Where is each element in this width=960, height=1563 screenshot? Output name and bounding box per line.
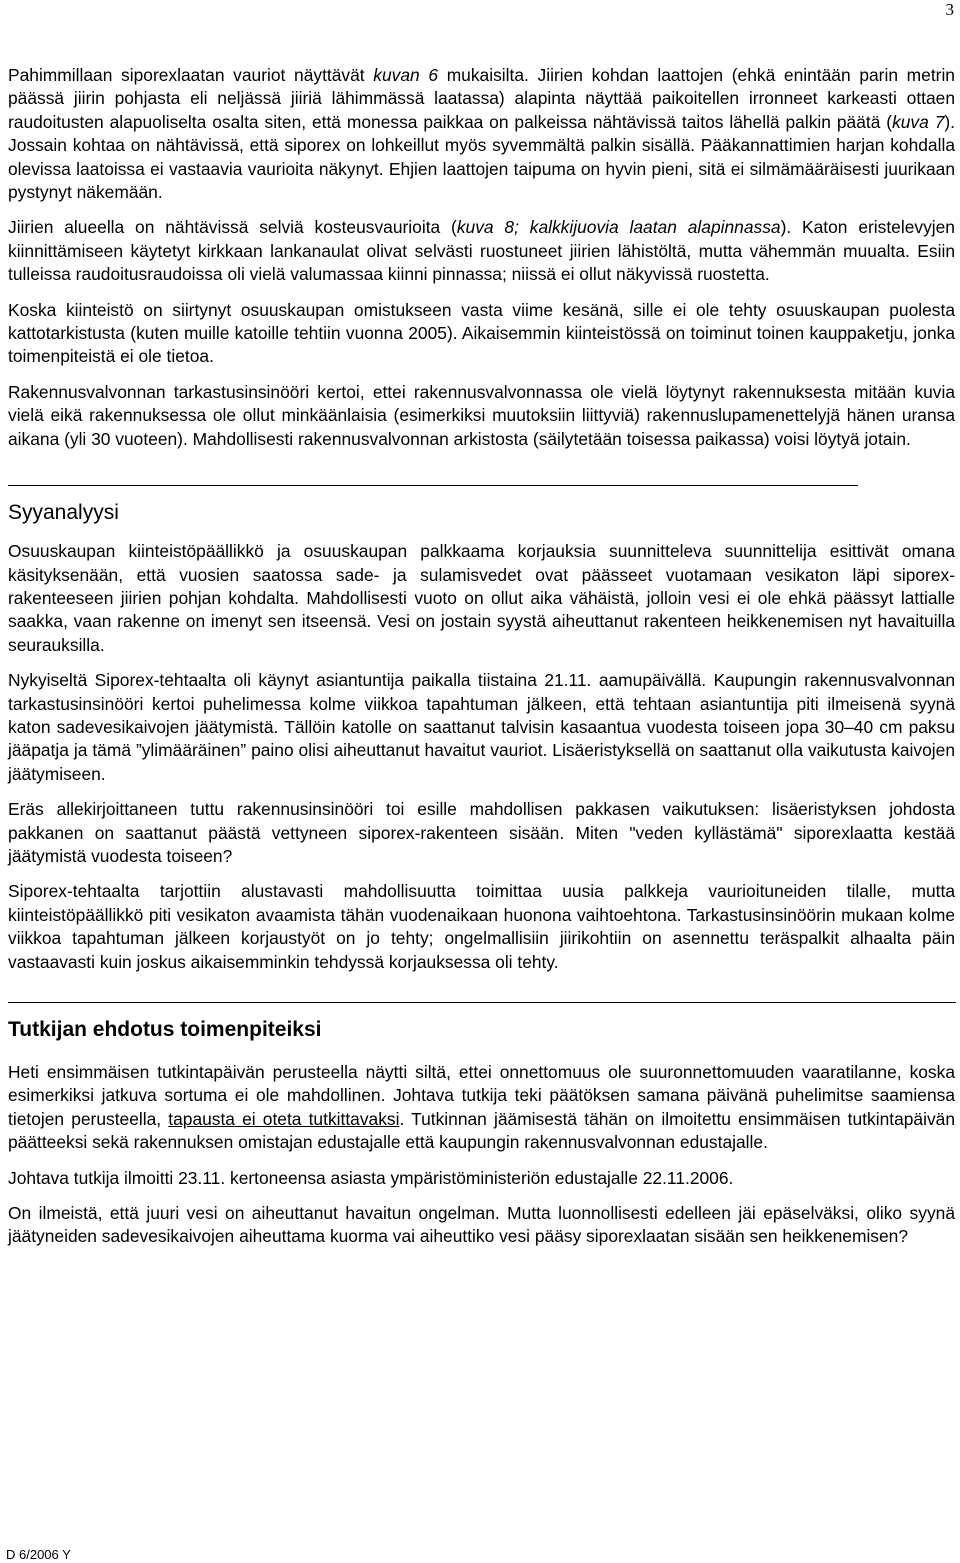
paragraph-cause-2: Nykyiseltä Siporex-tehtaalta oli käynyt asiantuntija paikalla tiistaina 21.11. aamupäivällä. Kaupungin rakennusvalvonnan tarkastusinsinööri kertoi puhelimessa kolme viikkoa tapahtuman jälkeen, että tehtaan asiantuntija piti ilmeisenä syynä katon sadevesikaivojen jäätymistä. Tällöin katolle on saattanut talvisin kasaantua vuodesta toiseen jopa 30–40 cm paksu jääpatja ja tämä ”ylimääräinen” paino olisi aiheuttanut havaitut vauriot. Lisäeristyksellä on saattanut olla vaikutusta kaivojen jäätymiseen.: [8, 670, 955, 784]
paragraph-proposal-3: On ilmeistä, että juuri vesi on aiheuttanut havaitun ongelman. Mutta luonnollisesti edelleen jäi epäselväksi, oliko syynä jäätyneiden sadevesikaivojen aiheuttama kuorma vai aiheuttiko vesi pääsy siporexlaatan sisään sen heikkenemisen?: [8, 1203, 955, 1247]
paragraph-building-control: Rakennusvalvonnan tarkastusinsinööri kertoi, ettei rakennusvalvonnassa ole vielä löytynyt rakennuksesta mitään kuvia vielä eikä rakennuksessa ole ollut minkäänlaisia (esimerkiksi muutoksiin liittyviä) rakennuslupamenettelyjä hänen uransa aikana (yli 30 vuoteen). Mahdollisesti rakennusvalvonnan arkistosta (säilytetään toisessa paikassa) voisi löytyä jotain.: [8, 381, 955, 449]
paragraph-proposal-1: Heti ensimmäisen tutkintapäivän perusteella näytti siltä, ettei onnettomuus ole suuronnettomuuden vaaratilanne, koska esimerkiksi jatkuva sortuma ei ole mahdollinen. Johtava tutkija teki päätöksen samana päivänä puhelimitse saamiensa tietojen perusteella, tapausta ei oteta tutkittavaksi. Tutkinnan jäämisestä tähän on ilmoitettu ensimmäisen tutkintapäivän päätteeksi sekä rakennuksen omistajan edustajalle että kaupungin rakennusvalvonnan edustajalle.: [8, 1062, 955, 1153]
heading-syyanalyysi: Syyanalyysi: [8, 501, 119, 525]
paragraph-moisture-damage: Jiirien alueella on nähtävissä selviä kosteusvaurioita (kuva 8; kalkkijuovia laatan alapinnassa). Katon eristelevyjen kiinnittämiseen käytetyt kirkkaan lankanaulat olivat selvästi ruostuneet jiirien lähistöltä, mutta vähemmän muualta. Esiin tulleissa raudoitusraudoissa oli vielä valumassaa kiinni pinnassa; niissä ei ollut näkyvissä ruostetta.: [8, 217, 955, 285]
footer-report-id: D 6/2006 Y: [6, 1547, 71, 1562]
paragraph-damage-description: Pahimmillaan siporexlaatan vauriot näyttävät kuvan 6 mukaisilta. Jiirien kohdan laattojen (ehkä enintään parin metrin päässä jiirin pohjasta eli neljässä jiiriä lähimmässä laatassa) alapinta näyttää paikoitellen irronneet karkeasti ottaen raudoitusten alapuoliselta osalta siten, että monessa paikkaa on palkeissa nähtävissä taitos lähellä palkin päätä (kuva 7). Jossain kohtaa on nähtävissä, että siporex on lohkeillut myös syvemmältä palkin sisällä. Pääkannattimien harjan kohdalla olevissa laatoissa ei vastaavia vaurioita näkynyt. Ehjien laattojen taipuma on hyvin pieni, sitä ei silmämääräisesti juurikaan pystynyt näkemään.: [8, 65, 955, 203]
paragraph-cause-3: Eräs allekirjoittaneen tuttu rakennusinsinööri toi esille mahdollisen pakkasen vaikutuksen: lisäeristyksen johdosta pakkanen on saattanut päästä vettyneen siporex-rakenteen sisään. Miten "veden kyllästämä" siporexlaatta kestää jäätymistä vuodesta toiseen?: [8, 799, 955, 866]
section-divider: [8, 1002, 956, 1003]
paragraph-cause-1: Osuuskaupan kiinteistöpäällikkö ja osuuskaupan palkkaama korjauksia suunnitteleva suunnittelija esittivät omana käsityksenään, että vuosien saatossa sade- ja sulamisvedet ovat päässeet vuotamaan vesikaton läpi siporex-rakenteeseen jiirien pohjan kohdalta. Mahdollisesti vuoto on ollut aika vähäistä, jolloin vesi ei ole ehkä päässyt lattialle saakka, vaan rakenne on imenyt sen itseensä. Vesi on jostain syystä aiheuttanut rakenteen heikkenemisen nyt havaituilla seurauksilla.: [8, 541, 955, 655]
page-number: 3: [945, 0, 954, 19]
heading-tutkijan-ehdotus: Tutkijan ehdotus toimenpiteiksi: [8, 1018, 322, 1041]
decision-underlined: tapausta ei oteta tutkittavaksi: [168, 1108, 400, 1129]
section-divider: [8, 485, 858, 486]
document-body: [8, 64, 955, 1261]
paragraph-cause-4: Siporex-tehtaalta tarjottiin alustavasti mahdollisuutta toimittaa uusia palkkeja vaurioituneiden tilalle, mutta kiinteistöpäällikkö piti vesikaton avaamista tähän vuodenaikaan huonona vaihtoehtona. Tarkastusinsinöörin mukaan kolme viikkoa tapahtuman jälkeen korjaustyöt on jo tehty; ongelmallisiin jiirikohtiin on asennettu teräspalkit alhaalta päin vastaavasti kuin joskus aikaisemminkin tehdyssä korjauksessa oli tehty.: [8, 881, 955, 972]
paragraph-proposal-2: Johtava tutkija ilmoitti 23.11. kertoneensa asiasta ympäristöministeriön edustajalle 22.11.2006.: [8, 1167, 734, 1188]
paragraph-ownership: Koska kiinteistö on siirtynyt osuuskaupan omistukseen vasta viime kesänä, sille ei ole tehty osuuskaupan puolesta kattotarkistusta (kuten muille katoille tehtiin vuonna 2005). Aikaisemmin kiinteistössä on toiminut toinen kauppaketju, jonka toimenpiteistä ei ole tietoa.: [8, 299, 955, 367]
